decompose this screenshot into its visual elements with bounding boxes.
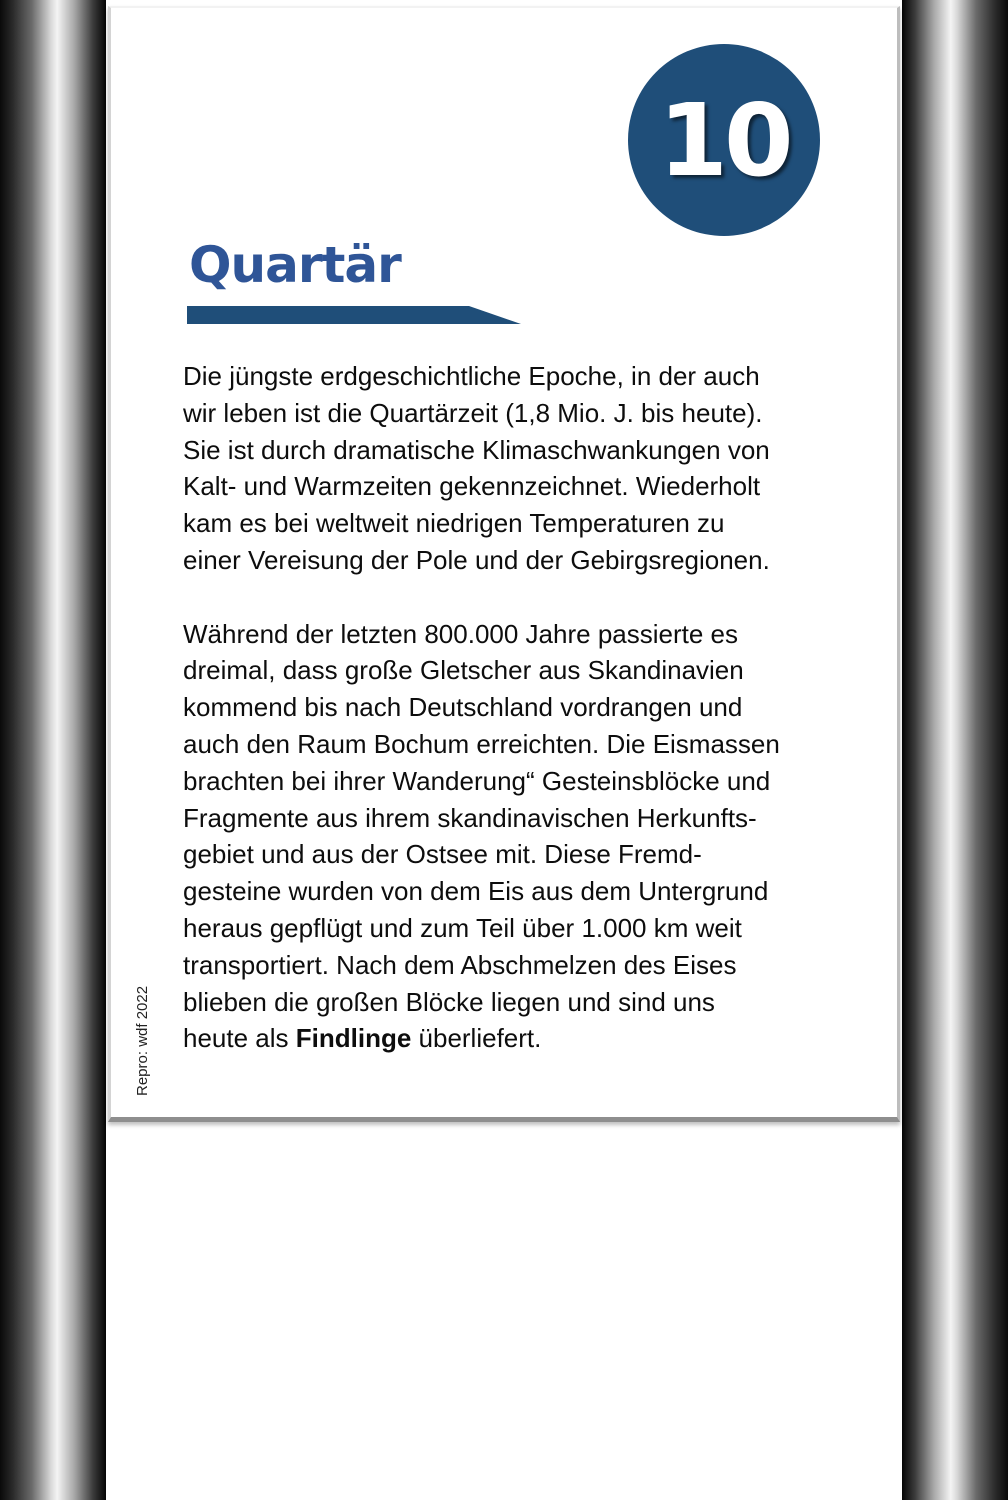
paragraph-1: Die jüngste erdgeschichtliche Epoche, in der auch wir leben ist die Quartärzeit (1,8 Mio. J. bis heute). Sie ist durch dramatische Klimaschwankungen von Kalt- und Warmzeiten gekennzeichnet. Wiederholt kam es bei weltweit niedrigen Temperaturen zu einer Vereisung der Pole und der Gebirgsregionen.: [183, 361, 770, 575]
paragraph-2-bold-term: Findlinge: [295, 1023, 412, 1054]
title-underline: [187, 306, 521, 326]
right-post: [902, 0, 1008, 1500]
page-title: Quartär: [189, 236, 401, 294]
credit-text: Repro: wdf 2022: [134, 985, 151, 1096]
sign-panel: [108, 6, 900, 1122]
number-badge: 10: [628, 44, 820, 236]
left-post: [0, 0, 106, 1500]
paragraph-2-end: überliefert.: [411, 1023, 542, 1054]
paragraph-gap: [183, 579, 843, 616]
paragraph-2: [183, 616, 843, 1058]
paragraph-2-text: Während der letzten 800.000 Jahre passierte es dreimal, dass große Gletscher aus Skandinavien kommend bis nach Deutschland vordrangen und auch den Raum Bochum erreichten. Die Eismassen brachten bei ihrer Wanderung“ Gesteinsblöcke und Fragmente aus ihrem skandinavischen Herkunfts- gebiet und aus der Ostsee mit. Diese Fremd- gesteine wurden von dem Eis aus dem Untergrund heraus gepflügt und zum Teil über 1.000 km weit transportiert. Nach dem Abschmelzen des Eises blieben die großen Blöcke liegen und sind uns heute als: [183, 618, 780, 1054]
body-text: [183, 358, 843, 1057]
